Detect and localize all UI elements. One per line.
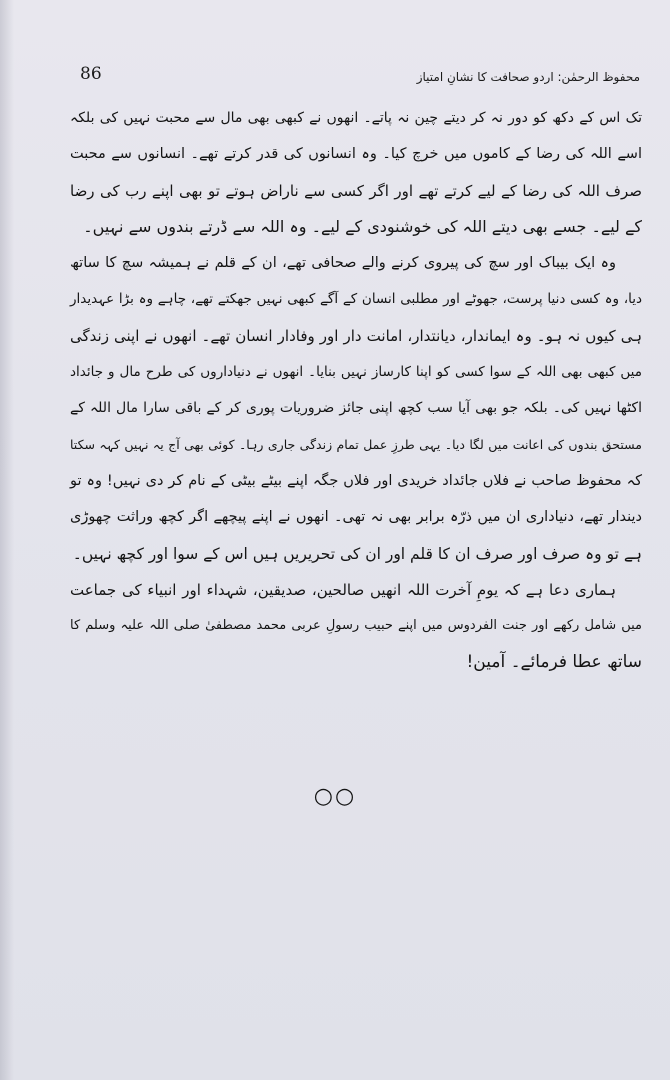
text-line: ہماری دعا ہے کہ یومِ آخرت اللہ انھیں صالحین، صدیقین، شہداء اور انبیاء کی جماعت [70,580,616,599]
running-title: محفوظ الرحمٰن: اردو صحافت کا نشانِ امتیاز [416,70,640,84]
page-body [70,100,642,681]
text-line: وہ ایک بیباک اور سچ کی پیروی کرنے والے صحافی تھے، ان کے قلم نے ہمیشہ سچ کا ساتھ [70,255,616,272]
text-line: صرف اللہ کی رضا کے لیے کرتے تھے اور اگر کسی سے ناراض ہوتے تو بھی اپنے رب کی رضا [70,181,642,200]
text-line: اسے اللہ کی رضا کے کاموں میں خرچ کیا۔ وہ انسانوں کی قدر کرتے تھے۔ انسانوں سے محبت [70,146,642,163]
text-line: ساتھ عطا فرمائے۔ آمین! [466,652,642,673]
text-line: مستحق بندوں کی اعانت میں لگا دیا۔ یہی طرزِ عمل تمام زندگی جاری رہا۔ کوئی بھی آج یہ نہیں کہہ سکتا [70,436,642,452]
text-line: کہ محفوظ صاحب نے فلاں جائداد خریدی اور فلاں جگہ اپنے بیٹے بیٹی کے نام کر دی نہیں! وہ تو [70,472,642,489]
text-line: کے لیے۔ جسے بھی دیتے اللہ کی خوشنودی کے لیے۔ وہ اللہ سے ڈرتے بندوں سے نہیں۔ [83,216,642,236]
text-line: اکٹھا نہیں کی۔ بلکہ جو بھی آیا سب کچھ اپنی جائز ضروریات پوری کر کے باقی سارا مال اللہ کے [70,400,642,417]
paragraph-3 [70,572,642,681]
page-number: 86 [80,64,102,84]
text-line: ہے تو وہ صرف اور صرف ان کا قلم اور ان کی تحریریں ہیں اس کے سوا اور کچھ نہیں۔ [72,544,642,563]
paragraph-1 [70,100,642,245]
text-line: دیندار تھے، دنیاداری ان میں ذرّہ برابر بھی نہ تھی۔ انھوں نے اپنے پیچھے اگر کچھ وراثت چھوڑی [70,509,642,526]
page-header [0,64,670,94]
text-line: تک اس کے دکھ کو دور نہ کر دیتے چین نہ پاتے۔ انھوں نے کبھی بھی مال سے محبت نہیں کی بلکہ [70,110,642,126]
text-line: میں کبھی بھی اللہ کے سوا کسی کو اپنا کارساز نہیں بنایا۔ انھوں نے دنیاداروں کی طرح مال و جائداد [70,364,642,381]
section-end-ornament: ○○ [313,784,357,809]
text-line: ہی کیوں نہ ہو۔ وہ ایماندار، دیانتدار، امانت دار اور وفادار انسان تھے۔ انھوں نے اپنی زندگی [70,326,642,345]
text-line: میں شامل رکھے اور جنت الفردوس میں اپنے حبیب رسولِ عربی محمد مصطفیٰ صلی اللہ علیہ وسلم کا [70,618,642,634]
paragraph-2 [70,245,642,572]
text-line: دیا، وہ کسی دنیا پرست، جھوٹے اور مطلبی انسان کے آگے کبھی نہیں جھکتے تھے، چاہے وہ بڑا عہدیدار [70,291,642,308]
